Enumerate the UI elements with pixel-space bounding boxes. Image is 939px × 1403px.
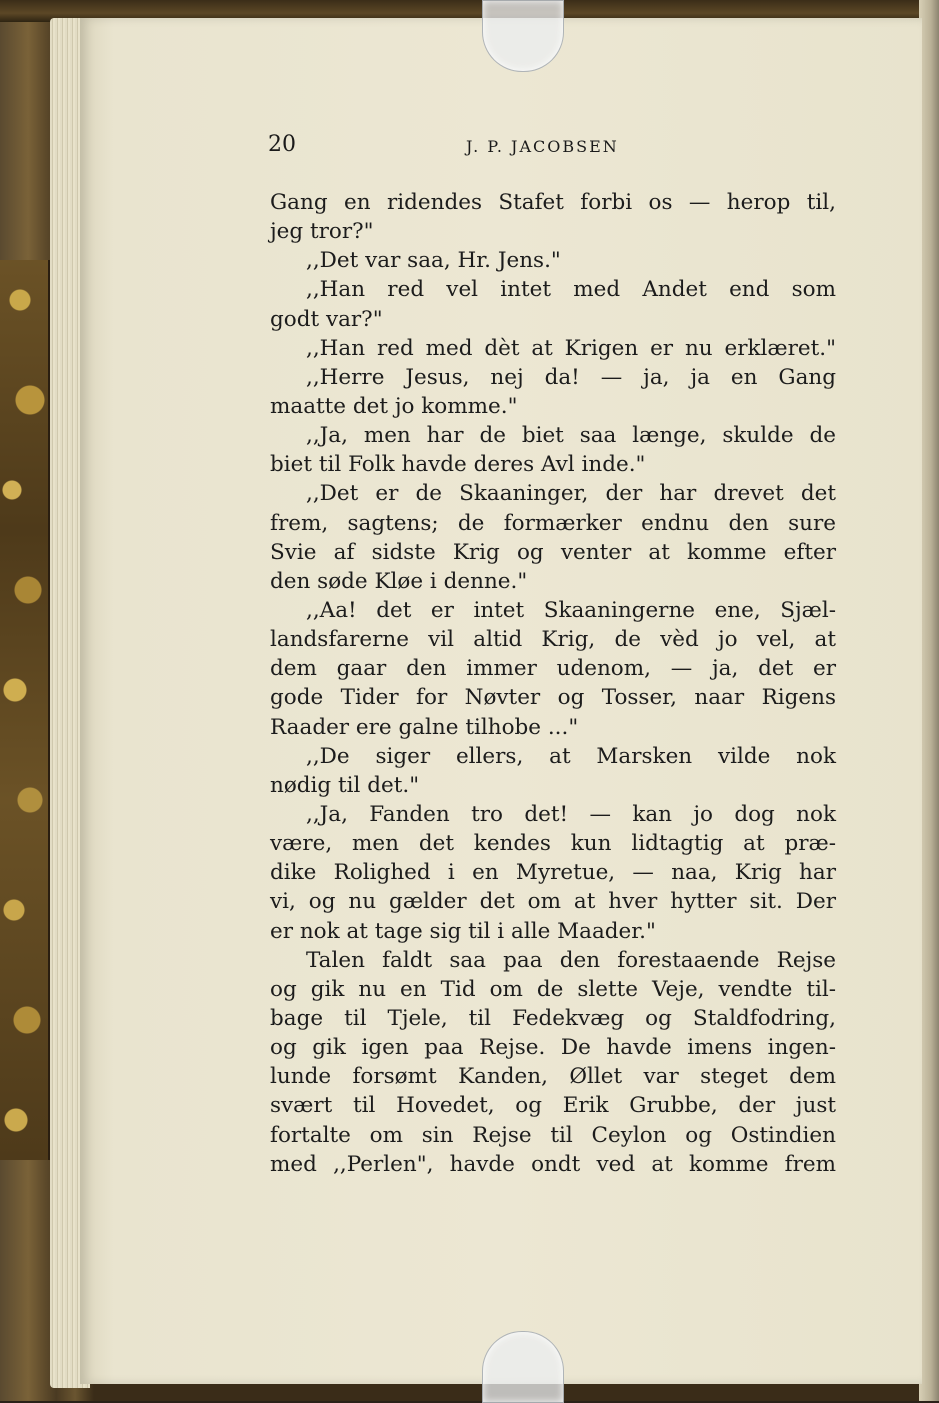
text-line: ,,Han red vel intet med Andet end som — [306, 277, 836, 303]
text-line: ,,Herre Jesus, nej da! — ja, ja en Gang — [306, 364, 836, 390]
text-line: Talen faldt saa paa den forestaaende Rejse — [306, 947, 836, 973]
text-line: gode Tider for Nøvter og Tosser, naar Rigens — [270, 685, 836, 711]
text-line: ,,Han red med dèt at Krigen er nu erklæret." — [306, 335, 836, 361]
text-line: svært til Hovedet, og Erik Grubbe, der just — [270, 1093, 836, 1119]
text-line: dike Rolighed i en Myretue, — naa, Krig har — [270, 860, 836, 886]
text-line: ,,Aa! det er intet Skaaningerne ene, Sjæl- — [306, 597, 836, 623]
bottom-page-clip — [482, 1331, 564, 1403]
text-line: ,,Det er de Skaaninger, der har drevet det — [306, 481, 836, 507]
text-line: Gang en ridendes Stafet forbi os — herop til, — [270, 190, 836, 215]
text-line: dem gaar den immer udenom, — ja, det er — [270, 656, 836, 682]
text-line: landsfarerne vil altid Krig, de vèd jo vel, at — [270, 627, 836, 653]
text-line: frem, sagtens; de formærker endnu den sure — [270, 510, 836, 536]
text-line: og gik igen paa Rejse. De havde imens ingen- — [270, 1035, 836, 1061]
text-line: jeg tror?" — [270, 219, 374, 245]
body-text — [270, 188, 836, 1179]
text-line: med ,,Perlen", havde ondt ved at komme frem — [270, 1151, 836, 1177]
text-line: fortalte om sin Rejse til Ceylon og Ostindien — [270, 1122, 836, 1148]
text-line: være, men det kendes kun lidtagtig at præ- — [270, 831, 836, 857]
text-line: Raader ere galne tilhobe ..." — [270, 714, 579, 740]
text-line: vi, og nu gælder det om at hver hytter sit. Der — [270, 889, 836, 915]
text-line: maatte det jo komme." — [270, 393, 518, 419]
text-line: er nok at tage sig til i alle Maader." — [270, 918, 656, 944]
facing-page-edge — [919, 0, 939, 1401]
text-line: nødig til det." — [270, 772, 420, 798]
text-line: godt var?" — [270, 306, 383, 332]
text-line: den søde Kløe i denne." — [270, 568, 528, 594]
text-line: bage til Tjele, til Fedekvæg og Staldfodring, — [270, 1005, 836, 1031]
text-line: og gik nu en Tid om de slette Veje, vendte til- — [270, 976, 836, 1002]
running-head — [268, 132, 836, 162]
text-line: lunde forsømt Kanden, Øllet var steget dem — [270, 1064, 836, 1090]
text-line: ,,Ja, Fanden tro det! — kan jo dog nok — [306, 801, 836, 827]
text-line: ,,Det var saa, Hr. Jens." — [306, 248, 561, 274]
text-line: ,,De siger ellers, at Marsken vilde nok — [306, 743, 836, 769]
text-line: ,,Ja, men har de biet saa længe, skulde de — [306, 423, 836, 449]
text-line: biet til Folk havde deres Avl inde." — [270, 452, 646, 478]
marbled-cover-edge — [0, 260, 50, 1160]
page-number: 20 — [268, 132, 296, 157]
text-line: Svie af sidste Krig og venter at komme efter — [270, 539, 836, 565]
running-title: J. P. JACOBSEN — [466, 137, 619, 156]
